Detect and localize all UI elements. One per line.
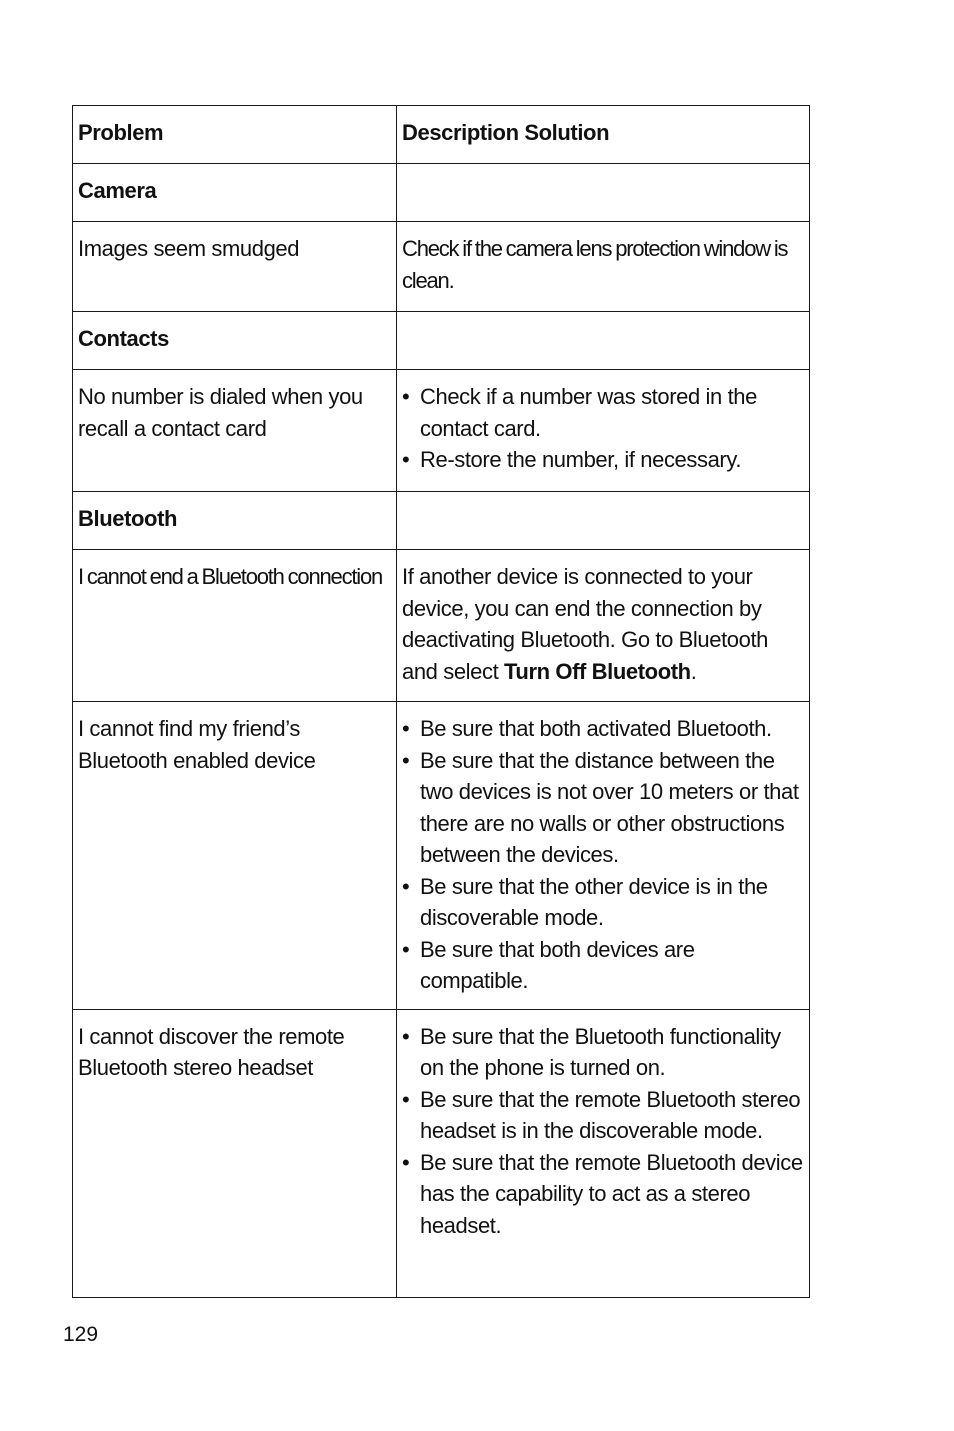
- bullet-glyph: •: [402, 1149, 410, 1175]
- bullet-glyph: •: [402, 447, 410, 472]
- list-item: • Be sure that the remote Bluetooth stereo headset is in the discoverable mode.: [402, 1084, 804, 1147]
- list-item: • Be sure that the distance between the two devices is not over 10 meters or that there are no walls or other obstructions between the devices.: [402, 745, 804, 871]
- list-item: • Be sure that both activated Bluetooth.: [402, 713, 804, 745]
- section-empty-cell: [397, 164, 810, 222]
- table-row: [73, 222, 810, 312]
- solution-cell: [397, 1009, 810, 1297]
- solution-bullet-list: [402, 1021, 804, 1242]
- bullet-glyph: •: [402, 716, 410, 741]
- table-row: [73, 370, 810, 492]
- solution-bullet-list: [402, 713, 804, 997]
- header-solution: Description Solution: [397, 106, 810, 164]
- list-item: • Re-store the number, if necessary.: [402, 444, 804, 476]
- solution-bullet-list: [402, 381, 804, 476]
- table-row: [73, 550, 810, 702]
- bullet-glyph: •: [402, 873, 410, 899]
- table-row: [73, 702, 810, 1010]
- bullet-glyph: •: [402, 936, 410, 962]
- table-row: [73, 1009, 810, 1297]
- section-empty-cell: [397, 492, 810, 550]
- bullet-glyph: •: [402, 384, 410, 409]
- section-row-contacts: [73, 312, 810, 370]
- problem-cell: Images seem smudged: [73, 222, 397, 312]
- header-problem: Problem: [73, 106, 397, 164]
- section-row-camera: [73, 164, 810, 222]
- problem-cell: I cannot discover the remote Bluetooth stereo headset: [73, 1009, 397, 1297]
- section-empty-cell: [397, 312, 810, 370]
- solution-cell: Check if the camera lens protection window is clean.: [397, 222, 810, 312]
- section-row-bluetooth: [73, 492, 810, 550]
- bullet-glyph: •: [402, 1023, 410, 1049]
- menu-option-turn-off-bluetooth: Turn Off Bluetooth: [504, 658, 691, 684]
- solution-cell: If another device is connected to your device, you can end the connection by deactivating Bluetooth. Go to Bluetooth and select Turn Off Bluetooth.: [397, 550, 810, 702]
- bullet-glyph: •: [402, 1086, 410, 1112]
- section-title-camera: Camera: [73, 164, 397, 222]
- solution-cell: [397, 370, 810, 492]
- solution-cell: [397, 702, 810, 1010]
- list-item: • Be sure that the remote Bluetooth device has the capability to act as a stereo headset.: [402, 1147, 804, 1242]
- bullet-glyph: •: [402, 747, 410, 773]
- troubleshooting-table: [72, 105, 810, 1298]
- section-title-contacts: Contacts: [73, 312, 397, 370]
- list-item: • Be sure that the Bluetooth functionality on the phone is turned on.: [402, 1021, 804, 1084]
- table-header-row: [73, 106, 810, 164]
- page-number: 129: [63, 1323, 99, 1346]
- section-title-bluetooth: Bluetooth: [73, 492, 397, 550]
- problem-cell: No number is dialed when you recall a contact card: [73, 370, 397, 492]
- problem-cell: I cannot find my friend’s Bluetooth enabled device: [73, 702, 397, 1010]
- problem-cell: I cannot end a Bluetooth connection: [73, 550, 397, 702]
- list-item: • Be sure that both devices are compatible.: [402, 934, 804, 997]
- list-item: • Check if a number was stored in the contact card.: [402, 381, 804, 444]
- list-item: • Be sure that the other device is in the discoverable mode.: [402, 871, 804, 934]
